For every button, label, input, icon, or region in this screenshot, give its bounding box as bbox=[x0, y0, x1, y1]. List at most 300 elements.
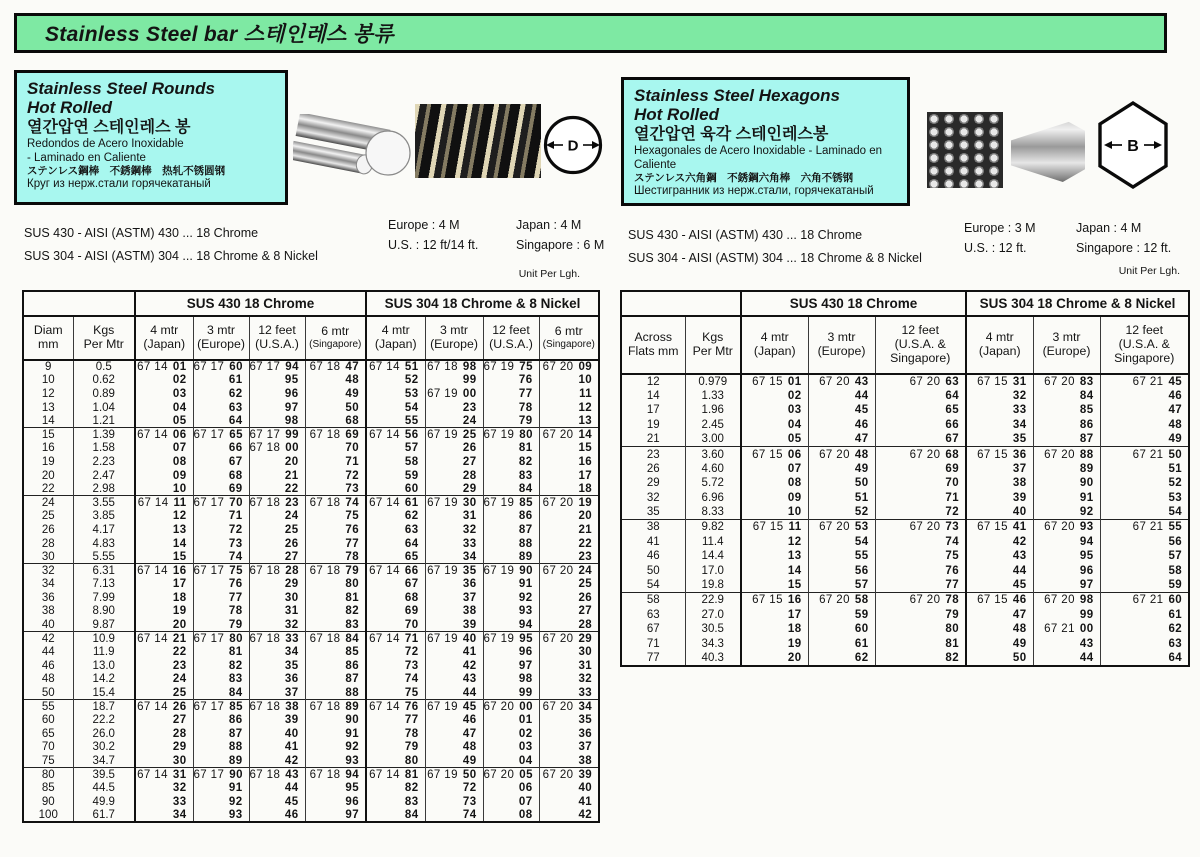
size-cell: 85 bbox=[23, 781, 73, 795]
code-cell: 32 bbox=[539, 673, 599, 687]
code-cell: 67 20 88 bbox=[1033, 447, 1100, 462]
code-cell: 74 bbox=[366, 673, 425, 687]
code-cell: 24 bbox=[135, 673, 193, 687]
across-flats-diagram bbox=[1096, 100, 1170, 190]
code-cell: 82 bbox=[193, 659, 249, 673]
code-cell: 34 bbox=[425, 550, 483, 564]
code-cell: 94 bbox=[1033, 535, 1100, 550]
code-cell: 18 bbox=[741, 622, 808, 637]
code-cell: 44 bbox=[1033, 651, 1100, 666]
table-row bbox=[621, 389, 1189, 404]
column-header: 3 mtr (Europe) bbox=[193, 316, 249, 360]
weight-cell: 2.47 bbox=[73, 469, 135, 483]
code-cell: 53 bbox=[366, 387, 425, 401]
code-cell: 19 bbox=[135, 605, 193, 619]
weight-cell: 9.82 bbox=[685, 520, 741, 535]
code-cell: 25 bbox=[135, 686, 193, 700]
code-cell: 37 bbox=[539, 741, 599, 755]
size-cell: 58 bbox=[621, 593, 685, 608]
code-cell: 67 21 55 bbox=[1100, 520, 1189, 535]
code-cell: 67 20 14 bbox=[539, 428, 599, 442]
rounds-price-table bbox=[22, 290, 600, 823]
code-cell: 63 bbox=[193, 401, 249, 415]
size-cell: 50 bbox=[23, 686, 73, 700]
code-cell: 89 bbox=[1033, 462, 1100, 477]
code-cell: 97 bbox=[1033, 578, 1100, 593]
code-cell: 19 bbox=[741, 637, 808, 652]
table-row bbox=[23, 605, 599, 619]
code-cell: 48 bbox=[966, 622, 1033, 637]
size-cell: 13 bbox=[23, 401, 73, 415]
code-cell: 67 19 50 bbox=[425, 768, 483, 782]
code-cell: 67 20 24 bbox=[539, 564, 599, 578]
code-cell: 38 bbox=[966, 476, 1033, 491]
code-cell: 73 bbox=[193, 537, 249, 551]
code-cell: 93 bbox=[305, 754, 366, 768]
code-cell: 22 bbox=[135, 645, 193, 659]
size-cell: 54 bbox=[621, 578, 685, 593]
code-cell: 81 bbox=[875, 637, 966, 652]
code-cell: 67 20 43 bbox=[808, 374, 875, 389]
code-cell: 44 bbox=[808, 389, 875, 404]
code-cell: 75 bbox=[875, 549, 966, 564]
code-cell: 02 bbox=[483, 727, 539, 741]
code-cell: 05 bbox=[741, 432, 808, 447]
code-cell: 41 bbox=[249, 741, 305, 755]
code-cell: 58 bbox=[1100, 564, 1189, 579]
code-cell: 67 14 76 bbox=[366, 700, 425, 714]
size-cell: 71 bbox=[621, 637, 685, 652]
size-cell: 60 bbox=[23, 713, 73, 727]
code-cell: 67 17 75 bbox=[193, 564, 249, 578]
code-cell: 61 bbox=[808, 637, 875, 652]
length-entry: U.S. : 12 ft. bbox=[964, 241, 1027, 255]
weight-cell: 30.5 bbox=[685, 622, 741, 637]
size-cell: 67 bbox=[621, 622, 685, 637]
rounds-korean-title: 열간압연 스테인레스 봉 bbox=[27, 119, 191, 136]
column-header: 6 mtr (Singapore) bbox=[305, 316, 366, 360]
code-cell: 67 15 31 bbox=[966, 374, 1033, 389]
code-cell: 81 bbox=[193, 645, 249, 659]
size-cell: 80 bbox=[23, 768, 73, 782]
table-row bbox=[23, 496, 599, 510]
code-cell: 11 bbox=[539, 387, 599, 401]
size-cell: 65 bbox=[23, 727, 73, 741]
code-cell: 67 18 98 bbox=[425, 360, 483, 374]
code-cell: 50 bbox=[966, 651, 1033, 666]
code-cell: 18 bbox=[539, 482, 599, 496]
table-row bbox=[621, 622, 1189, 637]
code-cell: 27 bbox=[249, 550, 305, 564]
spec-line: SUS 304 - AISI (ASTM) 304 ... 18 Chrome & 8 Nickel bbox=[628, 251, 922, 265]
code-cell: 51 bbox=[808, 491, 875, 506]
code-cell: 28 bbox=[425, 469, 483, 483]
table-row bbox=[621, 418, 1189, 433]
table-row bbox=[23, 564, 599, 578]
rounds-grade-specs bbox=[24, 222, 318, 268]
code-cell: 54 bbox=[808, 535, 875, 550]
code-cell: 92 bbox=[193, 795, 249, 809]
weight-cell: 8.90 bbox=[73, 605, 135, 619]
code-cell: 67 17 70 bbox=[193, 496, 249, 510]
table-row bbox=[23, 795, 599, 809]
code-cell: 99 bbox=[483, 686, 539, 700]
weight-cell: 27.0 bbox=[685, 608, 741, 623]
code-cell: 67 18 69 bbox=[305, 428, 366, 442]
code-cell: 64 bbox=[193, 414, 249, 428]
page-title-bar bbox=[14, 13, 1167, 53]
size-cell: 63 bbox=[621, 608, 685, 623]
code-cell: 90 bbox=[1033, 476, 1100, 491]
code-cell: 08 bbox=[135, 455, 193, 469]
code-cell: 71 bbox=[305, 455, 366, 469]
code-cell: 67 20 29 bbox=[539, 632, 599, 646]
code-cell: 60 bbox=[808, 622, 875, 637]
code-cell: 67 20 78 bbox=[875, 593, 966, 608]
code-cell: 31 bbox=[425, 510, 483, 524]
group-header: SUS 304 18 Chrome & 8 Nickel bbox=[966, 291, 1189, 316]
code-cell: 67 20 19 bbox=[539, 496, 599, 510]
table-row bbox=[23, 700, 599, 714]
weight-cell: 10.9 bbox=[73, 632, 135, 646]
code-cell: 67 20 68 bbox=[875, 447, 966, 462]
code-cell: 05 bbox=[135, 414, 193, 428]
code-cell: 23 bbox=[135, 659, 193, 673]
code-cell: 44 bbox=[249, 781, 305, 795]
weight-cell: 1.39 bbox=[73, 428, 135, 442]
code-cell: 62 bbox=[808, 651, 875, 666]
code-cell: 36 bbox=[539, 727, 599, 741]
rounds-lengths bbox=[388, 218, 604, 252]
code-cell: 74 bbox=[875, 535, 966, 550]
code-cell: 13 bbox=[135, 523, 193, 537]
code-cell: 86 bbox=[193, 713, 249, 727]
code-cell: 37 bbox=[249, 686, 305, 700]
size-cell: 21 bbox=[621, 432, 685, 447]
code-cell: 87 bbox=[305, 673, 366, 687]
column-header: 4 mtr (Japan) bbox=[135, 316, 193, 360]
size-cell: 10 bbox=[23, 374, 73, 388]
code-cell: 91 bbox=[483, 578, 539, 592]
code-cell: 98 bbox=[483, 673, 539, 687]
code-cell: 67 14 26 bbox=[135, 700, 193, 714]
code-cell: 10 bbox=[741, 505, 808, 520]
code-cell: 72 bbox=[305, 469, 366, 483]
code-cell: 04 bbox=[483, 754, 539, 768]
size-cell: 50 bbox=[621, 564, 685, 579]
code-cell: 95 bbox=[305, 781, 366, 795]
code-cell: 37 bbox=[966, 462, 1033, 477]
code-cell: 61 bbox=[193, 374, 249, 388]
hexagons-lengths bbox=[964, 221, 1171, 255]
code-cell: 40 bbox=[966, 505, 1033, 520]
code-cell: 67 19 30 bbox=[425, 496, 483, 510]
code-cell: 67 19 80 bbox=[483, 428, 539, 442]
code-cell: 46 bbox=[425, 713, 483, 727]
code-cell: 33 bbox=[966, 403, 1033, 418]
code-cell: 07 bbox=[483, 795, 539, 809]
size-cell: 25 bbox=[23, 510, 73, 524]
code-cell: 67 18 38 bbox=[249, 700, 305, 714]
code-cell: 01 bbox=[483, 713, 539, 727]
code-cell: 89 bbox=[193, 754, 249, 768]
code-cell: 15 bbox=[539, 442, 599, 456]
spec-line: SUS 430 - AISI (ASTM) 430 ... 18 Chrome bbox=[628, 228, 863, 242]
length-entry: Singapore : 6 M bbox=[516, 238, 605, 252]
code-cell: 65 bbox=[875, 403, 966, 418]
code-cell: 14 bbox=[741, 564, 808, 579]
code-cell: 83 bbox=[305, 618, 366, 632]
table-row bbox=[23, 727, 599, 741]
code-cell: 69 bbox=[875, 462, 966, 477]
code-cell: 67 18 74 bbox=[305, 496, 366, 510]
code-cell: 86 bbox=[483, 510, 539, 524]
code-cell: 54 bbox=[1100, 505, 1189, 520]
code-cell: 73 bbox=[305, 482, 366, 496]
code-cell: 67 18 00 bbox=[249, 442, 305, 456]
code-cell: 72 bbox=[366, 645, 425, 659]
table-row bbox=[621, 505, 1189, 520]
code-cell: 47 bbox=[808, 432, 875, 447]
code-cell: 49 bbox=[966, 637, 1033, 652]
table-row bbox=[23, 455, 599, 469]
code-cell: 84 bbox=[366, 809, 425, 823]
hexagons-price-table bbox=[620, 290, 1190, 667]
size-cell: 30 bbox=[23, 550, 73, 564]
code-cell: 67 19 40 bbox=[425, 632, 483, 646]
code-cell: 03 bbox=[741, 403, 808, 418]
code-cell: 67 bbox=[875, 432, 966, 447]
weight-cell: 49.9 bbox=[73, 795, 135, 809]
code-cell: 22 bbox=[539, 537, 599, 551]
size-cell: 46 bbox=[621, 549, 685, 564]
corner-cell bbox=[23, 291, 135, 316]
code-cell: 24 bbox=[425, 414, 483, 428]
column-header: 4 mtr (Japan) bbox=[966, 316, 1033, 374]
code-cell: 38 bbox=[539, 754, 599, 768]
code-cell: 49 bbox=[305, 387, 366, 401]
code-cell: 52 bbox=[808, 505, 875, 520]
code-cell: 58 bbox=[366, 455, 425, 469]
code-cell: 77 bbox=[483, 387, 539, 401]
code-cell: 33 bbox=[539, 686, 599, 700]
code-cell: 13 bbox=[539, 414, 599, 428]
code-cell: 20 bbox=[249, 455, 305, 469]
code-cell: 67 14 16 bbox=[135, 564, 193, 578]
column-header: 3 mtr (Europe) bbox=[425, 316, 483, 360]
weight-cell: 34.3 bbox=[685, 637, 741, 652]
size-cell: 14 bbox=[621, 389, 685, 404]
code-cell: 69 bbox=[193, 482, 249, 496]
weight-cell: 44.5 bbox=[73, 781, 135, 795]
table-row bbox=[23, 469, 599, 483]
weight-cell: 6.96 bbox=[685, 491, 741, 506]
code-cell: 91 bbox=[193, 781, 249, 795]
diameter-diagram bbox=[542, 114, 604, 176]
code-cell: 99 bbox=[425, 374, 483, 388]
code-cell: 47 bbox=[1100, 403, 1189, 418]
code-cell: 10 bbox=[135, 482, 193, 496]
code-cell: 77 bbox=[366, 713, 425, 727]
code-cell: 35 bbox=[966, 432, 1033, 447]
code-cell: 83 bbox=[483, 469, 539, 483]
code-cell: 96 bbox=[305, 795, 366, 809]
size-cell: 17 bbox=[621, 403, 685, 418]
code-cell: 81 bbox=[305, 591, 366, 605]
code-cell: 67 19 90 bbox=[483, 564, 539, 578]
code-cell: 37 bbox=[425, 591, 483, 605]
code-cell: 16 bbox=[539, 455, 599, 469]
code-cell: 76 bbox=[875, 564, 966, 579]
code-cell: 67 14 06 bbox=[135, 428, 193, 442]
code-cell: 61 bbox=[1100, 608, 1189, 623]
table-row bbox=[23, 414, 599, 428]
weight-cell: 14.4 bbox=[685, 549, 741, 564]
code-cell: 67 14 21 bbox=[135, 632, 193, 646]
code-cell: 27 bbox=[425, 455, 483, 469]
code-cell: 67 17 94 bbox=[249, 360, 305, 374]
code-cell: 67 18 43 bbox=[249, 768, 305, 782]
hexagons-subtitle: Hot Rolled bbox=[634, 105, 719, 124]
code-cell: 67 20 48 bbox=[808, 447, 875, 462]
code-cell: 43 bbox=[425, 673, 483, 687]
size-cell: 34 bbox=[23, 578, 73, 592]
code-cell: 39 bbox=[966, 491, 1033, 506]
weight-cell: 7.99 bbox=[73, 591, 135, 605]
code-cell: 42 bbox=[425, 659, 483, 673]
page-title: Stainless Steel bar 스테인레스 봉류 bbox=[45, 23, 394, 46]
weight-cell: 0.89 bbox=[73, 387, 135, 401]
code-cell: 82 bbox=[366, 781, 425, 795]
weight-cell: 1.96 bbox=[685, 403, 741, 418]
column-header: 12 feet (U.S.A. & Singapore) bbox=[875, 316, 966, 374]
table-row bbox=[23, 659, 599, 673]
size-cell: 16 bbox=[23, 442, 73, 456]
code-cell: 67 17 80 bbox=[193, 632, 249, 646]
size-cell: 46 bbox=[23, 659, 73, 673]
table-row bbox=[23, 523, 599, 537]
code-cell: 85 bbox=[305, 645, 366, 659]
code-cell: 83 bbox=[193, 673, 249, 687]
rounds-unit-note: Unit Per Lgh. bbox=[518, 268, 580, 280]
weight-cell: 9.87 bbox=[73, 618, 135, 632]
code-cell: 67 14 11 bbox=[135, 496, 193, 510]
table-row bbox=[23, 387, 599, 401]
code-cell: 67 20 39 bbox=[539, 768, 599, 782]
code-cell: 79 bbox=[483, 414, 539, 428]
table-row bbox=[621, 608, 1189, 623]
hexagons-korean-title: 열간압연 육각 스테인레스봉 bbox=[634, 126, 829, 143]
size-cell: 29 bbox=[621, 476, 685, 491]
code-cell: 88 bbox=[483, 537, 539, 551]
code-cell: 27 bbox=[539, 605, 599, 619]
code-cell: 69 bbox=[366, 605, 425, 619]
code-cell: 26 bbox=[539, 591, 599, 605]
table-row bbox=[23, 591, 599, 605]
code-cell: 67 18 84 bbox=[305, 632, 366, 646]
length-entry: Singapore : 12 ft. bbox=[1076, 241, 1172, 255]
weight-cell: 3.60 bbox=[685, 447, 741, 462]
code-cell: 70 bbox=[366, 618, 425, 632]
code-cell: 35 bbox=[249, 659, 305, 673]
column-header: 12 feet (U.S.A.) bbox=[483, 316, 539, 360]
code-cell: 94 bbox=[483, 618, 539, 632]
code-cell: 55 bbox=[808, 549, 875, 564]
code-cell: 17 bbox=[539, 469, 599, 483]
column-header: 4 mtr (Japan) bbox=[741, 316, 808, 374]
table-row bbox=[23, 632, 599, 646]
code-cell: 76 bbox=[193, 578, 249, 592]
code-cell: 82 bbox=[875, 651, 966, 666]
code-cell: 12 bbox=[539, 401, 599, 415]
size-cell: 70 bbox=[23, 741, 73, 755]
code-cell: 70 bbox=[875, 476, 966, 491]
code-cell: 85 bbox=[1033, 403, 1100, 418]
code-cell: 98 bbox=[249, 414, 305, 428]
code-cell: 92 bbox=[483, 591, 539, 605]
code-cell: 63 bbox=[366, 523, 425, 537]
length-entry: Japan : 4 M bbox=[1076, 221, 1142, 235]
table-row bbox=[621, 520, 1189, 535]
table-row bbox=[23, 781, 599, 795]
code-cell: 67 17 90 bbox=[193, 768, 249, 782]
code-cell: 56 bbox=[1100, 535, 1189, 550]
code-cell: 28 bbox=[135, 727, 193, 741]
code-cell: 21 bbox=[249, 469, 305, 483]
weight-cell: 26.0 bbox=[73, 727, 135, 741]
code-cell: 41 bbox=[539, 795, 599, 809]
size-cell: 19 bbox=[23, 455, 73, 469]
rounds-russian-line: Круг из нерж.стали горячекатаный bbox=[27, 177, 211, 190]
code-cell: 67 19 00 bbox=[425, 387, 483, 401]
code-cell: 67 20 73 bbox=[875, 520, 966, 535]
table-row bbox=[23, 374, 599, 388]
table-row bbox=[621, 374, 1189, 389]
code-cell: 84 bbox=[483, 482, 539, 496]
table-row bbox=[621, 535, 1189, 550]
code-cell: 32 bbox=[135, 781, 193, 795]
code-cell: 35 bbox=[539, 713, 599, 727]
code-cell: 74 bbox=[425, 809, 483, 823]
code-cell: 15 bbox=[741, 578, 808, 593]
corner-cell bbox=[621, 291, 741, 316]
code-cell: 72 bbox=[193, 523, 249, 537]
code-cell: 91 bbox=[305, 727, 366, 741]
code-cell: 67 20 63 bbox=[875, 374, 966, 389]
table-row bbox=[621, 564, 1189, 579]
table-row bbox=[23, 713, 599, 727]
column-header: 12 feet (U.S.A. & Singapore) bbox=[1100, 316, 1189, 374]
size-cell: 36 bbox=[23, 591, 73, 605]
weight-cell: 14.2 bbox=[73, 673, 135, 687]
code-cell: 67 14 81 bbox=[366, 768, 425, 782]
code-cell: 80 bbox=[875, 622, 966, 637]
length-entry: Japan : 4 M bbox=[516, 218, 582, 232]
weight-cell: 39.5 bbox=[73, 768, 135, 782]
code-cell: 46 bbox=[808, 418, 875, 433]
code-cell: 68 bbox=[193, 469, 249, 483]
code-cell: 36 bbox=[425, 578, 483, 592]
code-cell: 30 bbox=[135, 754, 193, 768]
code-cell: 23 bbox=[539, 550, 599, 564]
code-cell: 40 bbox=[539, 781, 599, 795]
code-cell: 80 bbox=[366, 754, 425, 768]
code-cell: 02 bbox=[135, 374, 193, 388]
size-cell: 44 bbox=[23, 645, 73, 659]
table-row bbox=[621, 476, 1189, 491]
code-cell: 67 19 75 bbox=[483, 360, 539, 374]
code-cell: 77 bbox=[875, 578, 966, 593]
